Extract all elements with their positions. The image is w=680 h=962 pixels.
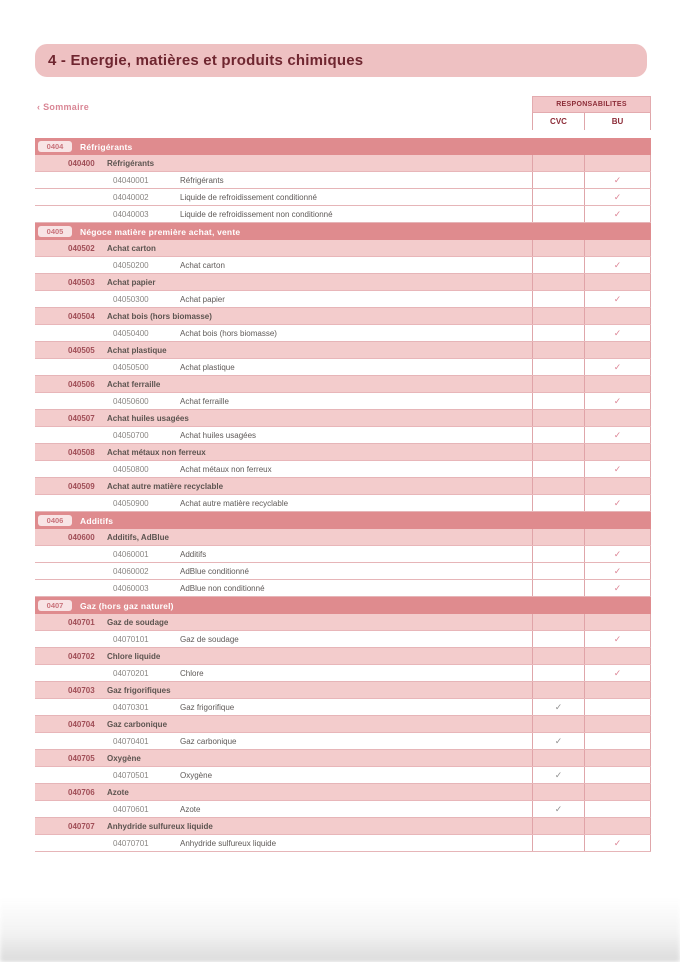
- item-label: Oxygène: [180, 770, 213, 780]
- item-code: 04050200: [113, 260, 149, 270]
- cvc-cell: [532, 189, 584, 205]
- item-label: Achat ferraille: [180, 396, 229, 406]
- bu-check-icon: ✓: [613, 582, 622, 593]
- column-header-cvc: CVC: [532, 113, 584, 130]
- bu-cell: [584, 750, 651, 766]
- group-code: 040504: [68, 311, 95, 321]
- cvc-cell: [532, 818, 584, 834]
- group-code: 040507: [68, 413, 95, 423]
- group-row: [35, 614, 651, 631]
- cvc-check-icon: ✓: [554, 701, 563, 712]
- cvc-cell: [532, 410, 584, 426]
- bu-cell: [584, 665, 651, 681]
- bu-check-icon: ✓: [613, 361, 622, 372]
- group-row: [35, 274, 651, 291]
- item-label: Additifs: [180, 549, 207, 559]
- section-row: [35, 597, 651, 614]
- group-row: [35, 155, 651, 172]
- item-code: 04050500: [113, 362, 149, 372]
- bu-check-icon: ✓: [613, 429, 622, 440]
- cvc-check-icon: ✓: [554, 735, 563, 746]
- item-label: Achat carton: [180, 260, 225, 270]
- item-row: [35, 291, 651, 308]
- section-label: Réfrigérants: [80, 141, 133, 152]
- item-code: 04070501: [113, 770, 149, 780]
- bu-check-icon: ✓: [613, 463, 622, 474]
- item-code: 04070401: [113, 736, 149, 746]
- cvc-cell: [532, 580, 584, 596]
- bu-cell: [584, 325, 651, 341]
- group-code: 040704: [68, 719, 95, 729]
- group-row: [35, 410, 651, 427]
- cvc-cell: [532, 614, 584, 630]
- bu-cell: [584, 257, 651, 273]
- bu-check-icon: ✓: [613, 259, 622, 270]
- item-code: 04060002: [113, 566, 149, 576]
- cvc-cell: [532, 274, 584, 290]
- item-label: AdBlue conditionné: [180, 566, 249, 576]
- bu-check-icon: ✓: [613, 191, 622, 202]
- item-label: Achat huiles usagées: [180, 430, 257, 440]
- item-label: AdBlue non conditionné: [180, 583, 265, 593]
- item-code: 04040002: [113, 192, 149, 202]
- group-code: 040707: [68, 821, 95, 831]
- cvc-cell: [532, 393, 584, 409]
- group-label: Gaz carbonique: [107, 719, 168, 729]
- group-label: Achat plastique: [107, 345, 167, 355]
- bu-cell: [584, 478, 651, 494]
- group-label: Gaz de soudage: [107, 617, 169, 627]
- section-code-chip: 0404: [38, 141, 72, 152]
- group-row: [35, 529, 651, 546]
- item-row: [35, 257, 651, 274]
- item-label: Gaz de soudage: [180, 634, 239, 644]
- group-code: 040600: [68, 532, 95, 542]
- group-code: 040506: [68, 379, 95, 389]
- section-code-chip: 0405: [38, 226, 72, 237]
- item-row: [35, 631, 651, 648]
- section-row: [35, 512, 651, 529]
- section-label: Additifs: [80, 515, 114, 526]
- group-row: [35, 784, 651, 801]
- cvc-cell: [532, 563, 584, 579]
- section-code-chip: 0407: [38, 600, 72, 611]
- item-code: 04050800: [113, 464, 149, 474]
- item-row: [35, 325, 651, 342]
- group-row: [35, 478, 651, 495]
- item-code: 04070301: [113, 702, 149, 712]
- bu-check-icon: ✓: [613, 497, 622, 508]
- item-label: Achat papier: [180, 294, 225, 304]
- bu-cell: [584, 648, 651, 664]
- bu-cell: [584, 682, 651, 698]
- item-code: 04050600: [113, 396, 149, 406]
- item-code: 04050900: [113, 498, 149, 508]
- cvc-cell: [532, 767, 584, 783]
- section-row: [35, 223, 651, 240]
- item-row: [35, 801, 651, 818]
- bu-check-icon: ✓: [613, 208, 622, 219]
- bu-cell: [584, 410, 651, 426]
- group-row: [35, 682, 651, 699]
- page-bottom-shadow: [0, 898, 680, 962]
- item-code: 04070201: [113, 668, 149, 678]
- cvc-cell: [532, 699, 584, 715]
- cvc-cell: [532, 257, 584, 273]
- item-row: [35, 733, 651, 750]
- group-code: 040705: [68, 753, 95, 763]
- cvc-cell: [532, 325, 584, 341]
- bu-check-icon: ✓: [613, 174, 622, 185]
- group-label: Achat ferraille: [107, 379, 161, 389]
- cvc-cell: [532, 206, 584, 222]
- item-row: [35, 427, 651, 444]
- section-code-chip: 0406: [38, 515, 72, 526]
- bu-cell: [584, 563, 651, 579]
- cvc-cell: [532, 648, 584, 664]
- section-row: [35, 138, 651, 155]
- bu-cell: [584, 240, 651, 256]
- group-code: 040503: [68, 277, 95, 287]
- item-label: Azote: [180, 804, 201, 814]
- cvc-cell: [532, 546, 584, 562]
- item-code: 04070601: [113, 804, 149, 814]
- cvc-cell: [532, 427, 584, 443]
- group-label: Achat papier: [107, 277, 156, 287]
- cvc-cell: [532, 172, 584, 188]
- bu-cell: [584, 172, 651, 188]
- item-row: [35, 546, 651, 563]
- cvc-cell: [532, 801, 584, 817]
- bu-cell: [584, 155, 651, 171]
- sommaire-back-link[interactable]: ‹ Sommaire: [37, 102, 90, 112]
- cvc-check-icon: ✓: [554, 803, 563, 814]
- item-row: [35, 580, 651, 597]
- group-label: Oxygène: [107, 753, 141, 763]
- bu-check-icon: ✓: [613, 548, 622, 559]
- group-row: [35, 376, 651, 393]
- page-title: 4 - Energie, matières et produits chimiques: [35, 44, 647, 77]
- bu-cell: [584, 580, 651, 596]
- group-label: Achat carton: [107, 243, 156, 253]
- group-code: 040508: [68, 447, 95, 457]
- group-row: [35, 818, 651, 835]
- item-row: [35, 563, 651, 580]
- nomenclature-table: [35, 138, 651, 852]
- group-label: Achat bois (hors biomasse): [107, 311, 212, 321]
- cvc-cell: [532, 529, 584, 545]
- group-label: Achat autre matière recyclable: [107, 481, 224, 491]
- group-row: [35, 342, 651, 359]
- item-row: [35, 359, 651, 376]
- group-label: Gaz frigorifiques: [107, 685, 171, 695]
- group-code: 040505: [68, 345, 95, 355]
- bu-cell: [584, 801, 651, 817]
- item-row: [35, 835, 651, 852]
- cvc-cell: [532, 291, 584, 307]
- item-row: [35, 206, 651, 223]
- item-label: Achat métaux non ferreux: [180, 464, 272, 474]
- item-label: Achat bois (hors biomasse): [180, 328, 277, 338]
- bu-cell: [584, 359, 651, 375]
- group-label: Achat huiles usagées: [107, 413, 189, 423]
- cvc-cell: [532, 631, 584, 647]
- bu-check-icon: ✓: [613, 667, 622, 678]
- item-label: Gaz frigorifique: [180, 702, 235, 712]
- bu-cell: [584, 546, 651, 562]
- item-label: Gaz carbonique: [180, 736, 237, 746]
- item-label: Anhydride sulfureux liquide: [180, 838, 277, 848]
- bu-cell: [584, 376, 651, 392]
- column-subheaders: [532, 113, 651, 130]
- bu-check-icon: ✓: [613, 293, 622, 304]
- item-code: 04050400: [113, 328, 149, 338]
- group-code: 040702: [68, 651, 95, 661]
- responsabilites-header: [532, 96, 651, 130]
- group-label: Azote: [107, 787, 129, 797]
- column-header-bu: BU: [584, 113, 651, 130]
- cvc-cell: [532, 682, 584, 698]
- cvc-cell: [532, 750, 584, 766]
- cvc-cell: [532, 461, 584, 477]
- cvc-cell: [532, 835, 584, 851]
- item-label: Achat autre matière recyclable: [180, 498, 289, 508]
- bu-cell: [584, 767, 651, 783]
- group-label: Additifs, AdBlue: [107, 532, 169, 542]
- bu-check-icon: ✓: [613, 395, 622, 406]
- item-row: [35, 189, 651, 206]
- group-row: [35, 444, 651, 461]
- item-row: [35, 665, 651, 682]
- bu-cell: [584, 342, 651, 358]
- section-label: Gaz (hors gaz naturel): [80, 600, 174, 611]
- bu-cell: [584, 835, 651, 851]
- cvc-cell: [532, 665, 584, 681]
- bu-cell: [584, 291, 651, 307]
- item-code: 04040003: [113, 209, 149, 219]
- cvc-cell: [532, 376, 584, 392]
- item-row: [35, 172, 651, 189]
- cvc-cell: [532, 155, 584, 171]
- bu-cell: [584, 614, 651, 630]
- bu-cell: [584, 427, 651, 443]
- bu-cell: [584, 274, 651, 290]
- group-code: 040706: [68, 787, 95, 797]
- group-label: Chlore liquide: [107, 651, 161, 661]
- cvc-cell: [532, 444, 584, 460]
- item-code: 04050700: [113, 430, 149, 440]
- cvc-cell: [532, 240, 584, 256]
- group-row: [35, 240, 651, 257]
- group-code: 040502: [68, 243, 95, 253]
- cvc-check-icon: ✓: [554, 769, 563, 780]
- cvc-cell: [532, 359, 584, 375]
- group-label: Achat métaux non ferreux: [107, 447, 206, 457]
- bu-cell: [584, 733, 651, 749]
- bu-cell: [584, 716, 651, 732]
- group-code: 040400: [68, 158, 95, 168]
- cvc-cell: [532, 308, 584, 324]
- item-row: [35, 461, 651, 478]
- bu-cell: [584, 495, 651, 511]
- bu-cell: [584, 189, 651, 205]
- item-label: Liquide de refroidissement non conditionné: [180, 209, 333, 219]
- bu-cell: [584, 393, 651, 409]
- bu-check-icon: ✓: [613, 633, 622, 644]
- bu-cell: [584, 206, 651, 222]
- item-code: 04070701: [113, 838, 149, 848]
- section-label: Négoce matière première achat, vente: [80, 226, 241, 237]
- item-code: 04060001: [113, 549, 149, 559]
- cvc-cell: [532, 733, 584, 749]
- group-row: [35, 648, 651, 665]
- bu-cell: [584, 818, 651, 834]
- cvc-cell: [532, 495, 584, 511]
- bu-cell: [584, 444, 651, 460]
- item-code: 04040001: [113, 175, 149, 185]
- group-code: 040509: [68, 481, 95, 491]
- group-label: Anhydride sulfureux liquide: [107, 821, 213, 831]
- item-code: 04060003: [113, 583, 149, 593]
- group-code: 040701: [68, 617, 95, 627]
- bu-check-icon: ✓: [613, 837, 622, 848]
- item-label: Achat plastique: [180, 362, 235, 372]
- bu-cell: [584, 308, 651, 324]
- responsabilites-header-label: RESPONSABILITES: [532, 96, 651, 113]
- cvc-cell: [532, 716, 584, 732]
- bu-cell: [584, 631, 651, 647]
- cvc-cell: [532, 342, 584, 358]
- cvc-cell: [532, 784, 584, 800]
- group-label: Réfrigérants: [107, 158, 155, 168]
- cvc-cell: [532, 478, 584, 494]
- bu-check-icon: ✓: [613, 565, 622, 576]
- item-label: Liquide de refroidissement conditionné: [180, 192, 317, 202]
- bu-cell: [584, 461, 651, 477]
- bu-cell: [584, 699, 651, 715]
- item-row: [35, 393, 651, 410]
- item-row: [35, 767, 651, 784]
- item-row: [35, 699, 651, 716]
- bu-cell: [584, 529, 651, 545]
- item-code: 04070101: [113, 634, 149, 644]
- group-row: [35, 716, 651, 733]
- item-label: Chlore: [180, 668, 204, 678]
- group-row: [35, 750, 651, 767]
- bu-check-icon: ✓: [613, 327, 622, 338]
- group-row: [35, 308, 651, 325]
- item-row: [35, 495, 651, 512]
- bu-cell: [584, 784, 651, 800]
- item-label: Réfrigérants: [180, 175, 224, 185]
- item-code: 04050300: [113, 294, 149, 304]
- group-code: 040703: [68, 685, 95, 695]
